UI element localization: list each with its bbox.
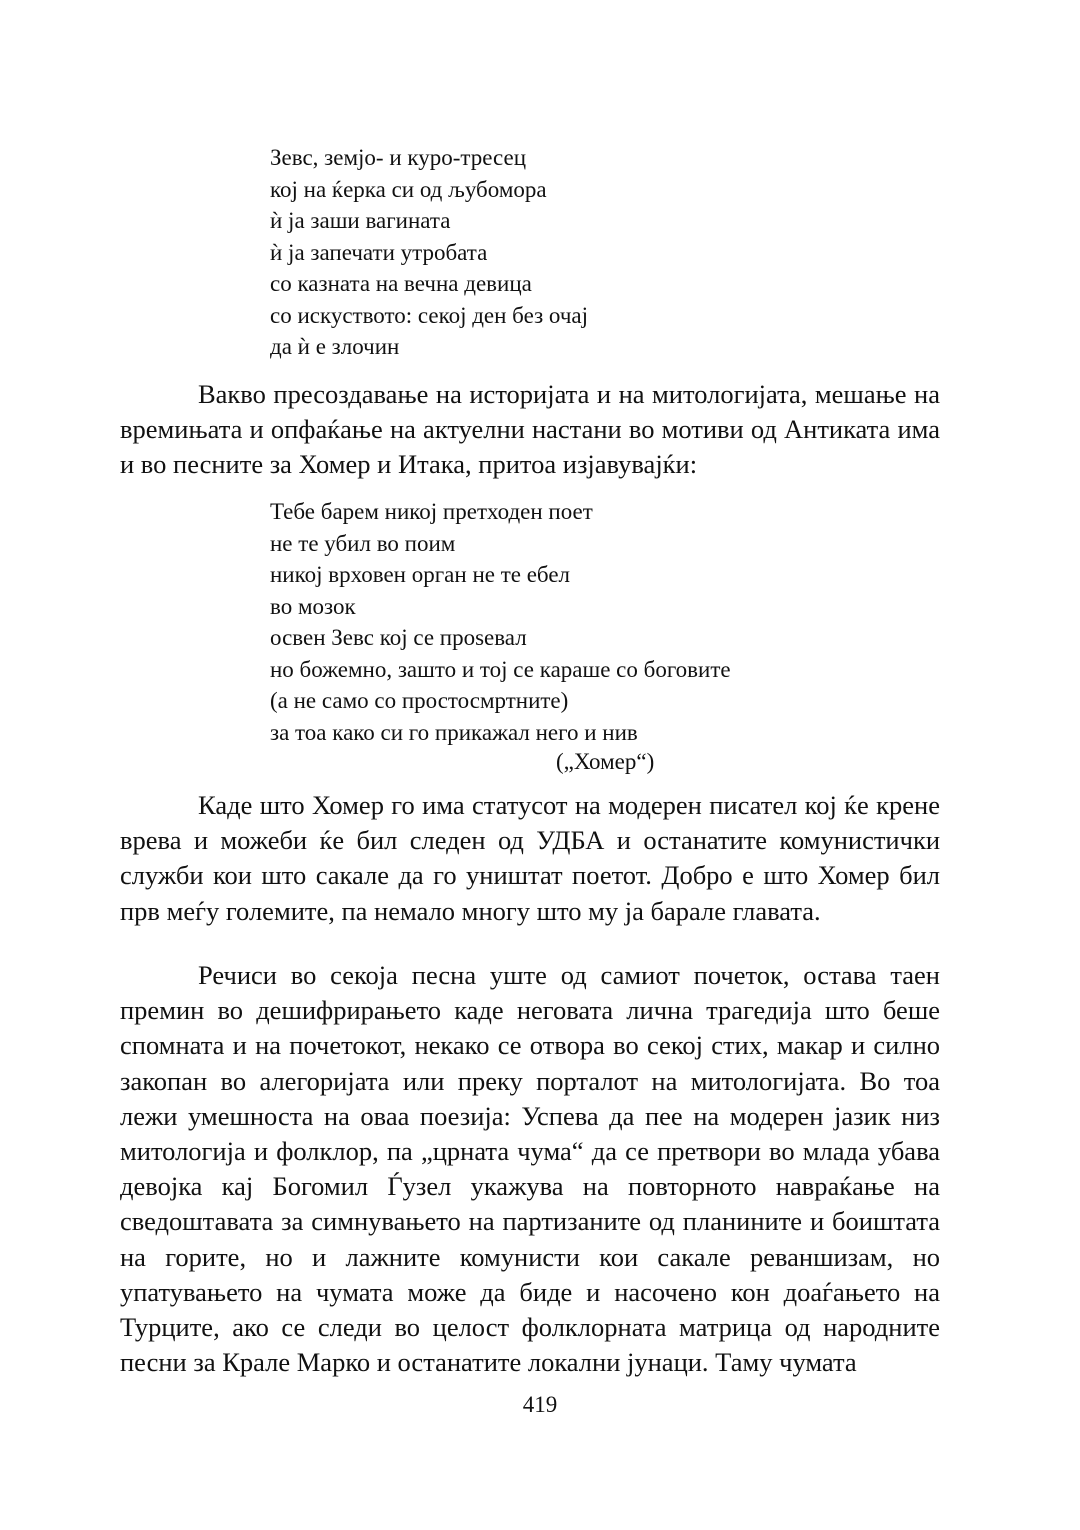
poem-excerpt-homer xyxy=(270,496,731,748)
poem-line: освен Зевс кој се проѕевал xyxy=(270,625,527,650)
poem-excerpt-zeus xyxy=(270,142,588,363)
paragraph-recreation-of-myth: Вакво пресоздавање на историјата и на митологијата, мешање на времињата и опфаќање на актуелни настани во мотиви од Антиката има и во песните за Хомер и Итака, притоа изјавувајќи: xyxy=(120,379,940,480)
poem-line: кој на ќерка си од љубомора xyxy=(270,176,547,202)
poem-line: Тебе барем никој претходен поет xyxy=(270,499,593,524)
poem-line: во мозок xyxy=(270,593,356,619)
poem-line: (а не само со простосмртните) xyxy=(270,688,569,713)
poem-line: но божемно, зашто и тој се караше со боговите xyxy=(270,656,731,682)
poem-line: Зевс, земјо- и куро-тресец xyxy=(270,145,526,170)
paragraph-homer-status: Каде што Хомер го има статусот на модерен писател кој ќе крене врева и можеби ќе бил следен од УДБА и останатите комунистички служби кои што сакале да го уништат поетот. Добро е што Хомер бил прв меѓу големите, па немало многу што му ја барале главата. xyxy=(120,790,940,926)
poem-line: со искуството: секој ден без очај xyxy=(270,302,588,328)
poem-line: не те убил во поим xyxy=(270,530,456,556)
poem-line: ѝ ја запечати утробата xyxy=(270,239,488,265)
poem-attribution: („Хомер“) xyxy=(556,749,655,774)
poem-line: за тоа како си го прикажал него и нив xyxy=(270,719,638,745)
page-number: 419 xyxy=(522,1392,558,1417)
poem-line: со казната на вечна девица xyxy=(270,271,532,296)
poem-line: ѝ ја заши вагината xyxy=(270,208,451,233)
paragraph-hidden-passage: Речиси во секоја песна уште од самиот почеток, остава таен премин во дешифрирањето каде неговата лична трагедија што беше спомната и на почетокот, некако се отвора во секој стих, макар и силно закопан во алегоријата или преку порталот на митологијата. Во тоа лежи умешноста на оваа поезија: Успева да пее на модерен јазик низ митологија и фолклор, па „црната чума“ да се претвори во млада убава девојка кај Богомил Ѓузел укажува на повторното навраќање на сведоштавата за симнувањето на партизаните од планините и боиштата на горите, но и лажните комунисти кои сакале реваншизам, но упатувањето на чумата може да биде и насочено кон доаѓањето на Турците, ако се следи во целост фолклорната матрица од народните песни за Крале Марко и останатите локални јунаци. Таму чумата xyxy=(120,960,940,1378)
poem-line: да ѝ е злочин xyxy=(270,334,400,359)
poem-line: никој врховен орган не те ебел xyxy=(270,562,571,587)
